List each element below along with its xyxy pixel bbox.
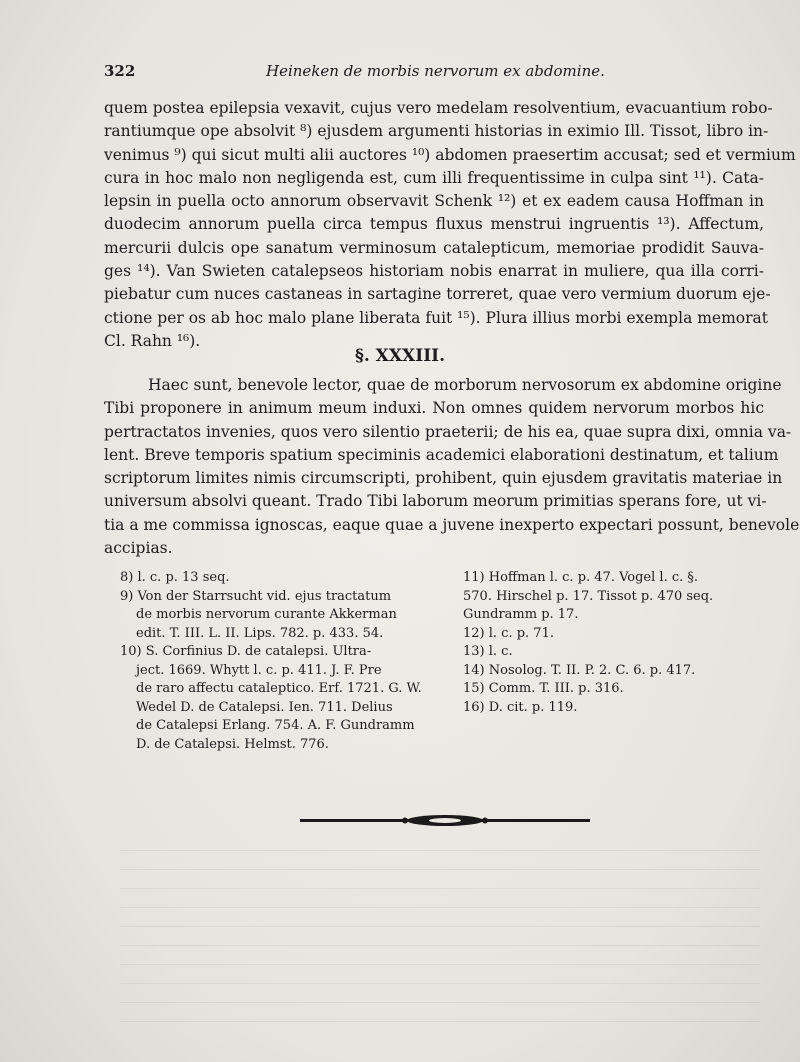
footnote-line: 9) Von der Starrsucht vid. ejus tractatum [120, 588, 392, 604]
text-line: lepsin in puella octo annorum observavit Schenk ¹²) et ex eadem causa Hoffman in [104, 192, 764, 211]
footnote-line: ject. 1669. Whytt l. c. p. 411. J. F. Pre [136, 662, 382, 678]
footnote-line: 13) l. c. [463, 644, 513, 659]
ornament-rule [300, 814, 590, 828]
text-line: universum absolvi queant. Trado Tibi laborum meorum primitias sperans fore, ut vi- [104, 492, 767, 511]
footnotes-left-column [120, 569, 422, 754]
text-line: cura in hoc malo non negligenda est, cum illi frequentissime in culpa sint ¹¹). Cata- [104, 168, 764, 187]
text-line: duodecim annorum puella circa tempus fluxus menstrui ingruentis ¹³). Affectum, [104, 215, 764, 234]
footnotes-right-column [463, 569, 763, 717]
section-heading: §. XXXIII. [354, 346, 446, 366]
text-line: lent. Breve temporis spatium speciminis academici elaborationi destinatum, et talium [104, 445, 779, 464]
footnote-line: 14) Nosolog. T. II. P. 2. C. 6. p. 417. [463, 662, 696, 678]
text-line: Tibi proponere in animum meum induxi. Non omnes quidem nervorum morbos hic [104, 399, 764, 418]
text-line: tia a me commissa ignoscas, eaque quae a juvene inexperto expectari possunt, benevole [104, 515, 800, 534]
text-line: rantiumque ope absolvit ⁸) ejusdem argumenti historias in eximio Ill. Tissot, libro in- [104, 122, 769, 141]
footnote-line: de Catalepsi Erlang. 754. A. F. Gundramm [136, 718, 415, 733]
footnote-line: de morbis nervorum curante Akkerman [136, 607, 397, 622]
text-line: piebatur cum nuces castaneas in sartagine torreret, quae vero vermium duorum eje- [104, 285, 771, 304]
text-line: ges ¹⁴). Van Swieten catalepseos historiam nobis enarrat in muliere, qua illa corri- [104, 262, 764, 281]
text-line: pertractatos invenies, quos vero silentio praeterii; de his ea, quae supra dixi, omnia va- [104, 422, 792, 441]
footnote-line: edit. T. III. L. II. Lips. 782. p. 433. 54. [136, 625, 384, 641]
text-line: Cl. Rahn ¹⁶). [104, 331, 201, 350]
text-line: scriptorum limites nimis circumscripti, prohibent, quin ejusdem gravitatis materiae in [104, 469, 783, 488]
text-line: mercurii dulcis ope sanatum verminosum catalepticum, memoriae prodidit Sauva- [104, 238, 764, 257]
text-line: quem postea epilepsia vexavit, cujus vero medelam resolventium, evacuantium robo- [104, 99, 773, 117]
footnote-line: de raro affectu cataleptico. Erf. 1721. G. W. [136, 681, 422, 696]
footnote-line: Wedel D. de Catalepsi. Ien. 711. Delius [136, 699, 393, 715]
footnote-line: 12) l. c. p. 71. [463, 625, 554, 641]
show-through-text [120, 850, 760, 1030]
paragraph-conclusion [104, 374, 800, 560]
text-line: accipias. [104, 539, 173, 558]
page-header [104, 62, 764, 84]
footnote-line: D. de Catalepsi. Helmst. 776. [136, 736, 329, 752]
paragraph-continued [104, 97, 796, 353]
text-line: Haec sunt, benevole lector, quae de morborum nervosorum ex abdomine origine [148, 376, 782, 394]
text-line: venimus ⁹) qui sicut multi alii auctores ¹⁰) abdomen praesertim accusat; sed et vermium [104, 145, 796, 164]
footnote-line: 8) l. c. p. 13 seq. [120, 570, 230, 585]
footnote-line: 11) Hoffman l. c. p. 47. Vogel l. c. §. [463, 570, 699, 585]
footnote-line: 570. Hirschel p. 17. Tissot p. 470 seq. [463, 588, 714, 604]
footnote-line: Gundramm p. 17. [463, 607, 579, 622]
footnote-line: 16) D. cit. p. 119. [463, 699, 578, 715]
footnote-line: 10) S. Corfinius D. de catalepsi. Ultra- [120, 644, 372, 659]
page-number: 322 [104, 62, 136, 80]
running-title: Heineken de morbis nervorum ex abdomine. [266, 62, 605, 80]
text-line: ctione per os ab hoc malo plane liberata fuit ¹⁵). Plura illius morbi exempla memorat [104, 308, 769, 327]
footnote-line: 15) Comm. T. III. p. 316. [463, 681, 624, 696]
